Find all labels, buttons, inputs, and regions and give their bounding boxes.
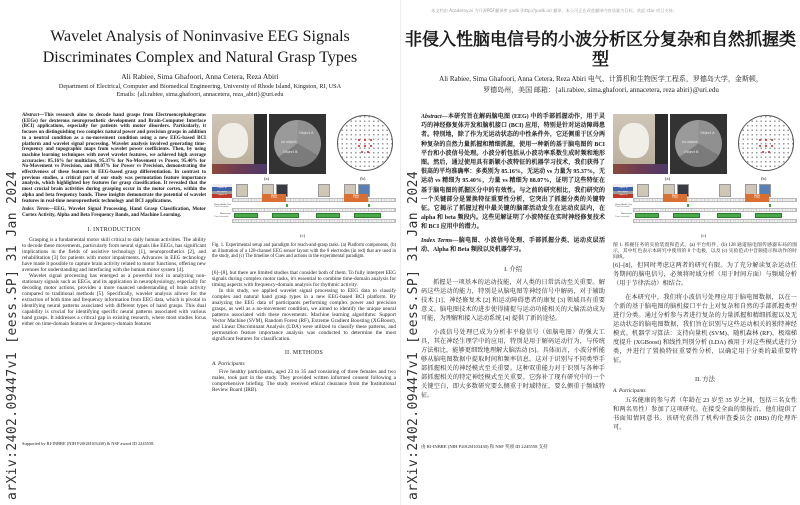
- platform-photo: [212, 114, 267, 174]
- row-label-no-object: No Object: [613, 191, 633, 194]
- turntable-disc: [675, 120, 722, 167]
- timeline-row-labels: [613, 184, 633, 202]
- electrode-red-dot: [771, 145, 773, 147]
- relax-segment: [663, 194, 687, 203]
- right-column: [212, 113, 396, 393]
- electrode-red-dot: [358, 145, 360, 147]
- head-circle: [738, 115, 794, 171]
- disc-label-no-object: no object: [682, 140, 698, 144]
- figure-1: [613, 114, 797, 240]
- col2-paragraph-2: 在本研究中，我们将小波信号处理应用于脑电图数据，以在一个新的基于脑电图的脑机接口平台上对复杂和自然的手部抓握类型进行分类。通过分析参与者进行复杂的力量抓握和精细抓握以及无运动状态的脑电图数据，我们旨在识别与这些运动相关的独特神经模式。机器学习算法：支持向量机 (SVM)、随机森林 (RF)、极端梯度提升 (XGBoost) 和线性判别分析 (LDA) 被用于对这些模式进行分类，并进行了置换特征重要性分析，以确定用于分类的最重要特征。: [613, 294, 797, 364]
- intro-paragraph-2: 小波信号处理已成为分析非平稳信号（如脑电图）的强大工具，其在神经生理学中的应用，特别是用于解码运动行为，与传统方法相比，能够更细致地理解大脑活动 [5]。具体而言，小波分析能够从脑电图数据中提取时间和频率信息。这对于识别与不同类型手部抓握相关的神经模式至关重要。这种双重能力对于识别与各种手部抓握相关的特定神经模式至关重要。它弥补了现有研究中的一个关键空白，即大多数研究要么侧重于时域特征，要么侧重于频域特征。: [421, 329, 605, 400]
- paradigm-timeline: [212, 184, 396, 224]
- subsection-participants: A. Participants: [212, 360, 245, 367]
- paper-title-zh: 非侵入性脑电信号的小波分析区分复杂和自然抓握类型: [405, 30, 796, 69]
- beep-row-label: [613, 204, 633, 212]
- time-axis-label: Time (seconds): [615, 197, 631, 200]
- time-axis-label: Time (seconds): [214, 215, 229, 218]
- electrode-red-dot: [367, 151, 369, 153]
- index-terms: [421, 237, 605, 255]
- section-heading-introduction: I. 介绍: [504, 266, 522, 274]
- disc-label-object-b: Object B: [684, 150, 699, 154]
- arxiv-stamp: arXiv:2402.09447v1 [eess.SP] 31 Jan 2024: [406, 170, 421, 500]
- head-circle: [337, 115, 393, 171]
- subfigure-label-a: (a): [264, 176, 270, 181]
- left-column: [421, 113, 605, 405]
- trial-row: [613, 184, 797, 202]
- eeg-layout-diagram: [737, 115, 795, 173]
- intro-paragraph-1: 抓握是一项基本的运动技能，对人类的日常活动至关重要。解码这些运动的能力，特别是从脑电图等神经信号中解码，对于辅助技术 [1]、神经修复术 [2] 和运动障碍患者的康复 [3] 领域具有重要意义。脑电图技术的进步使得捕捉与运动功能相关的大脑活动成为可能，为理解和接入运动系统 [4] 提供了新的途径。: [421, 279, 605, 323]
- movement-label: Movement: [219, 213, 231, 215]
- paradigm-timeline: [613, 184, 797, 224]
- abstract-text: This research aims to decode hand grasps from Electroencephalograms (EEGs) for dexterous neuroprosthetic development and Brain-Computer Interface (BCI) applications, especially for patients with motor disorders. Particularly, it focuses on distinguishing two complex natural power and precision grasps in addition to a neutral condition as a no-movement condition using a new EEG-based BCI platform and wavelet signal processing. Wavelet analysis involved generating time-frequency and topographic maps from wavelet power coefficients. Then, by using machine learning techniques with novel wavelet features, we achieved high average accuracies: 85.16% for multiclass, 95.37% for No-Movement vs Power, 95.40% for No-Movement vs Precision, and 88.07% for Power vs Precision, demonstrating the effectiveness of these features in EEG-based grasp differentiation. In contrast to previous studies, a critical part of our study was permutation feature importance analysis, which highlighted key features for grasp classification. It revealed that the most crucial brain activities during grasping occur in the motor cortex, within the alpha and beta frequency bands. These insights demonstrate the potential of wavelet features in real-time neuroprosthetic technology and BCI applications.: [22, 113, 206, 204]
- disc-label-object-a: Object A: [299, 131, 314, 135]
- photo-thumb: [719, 184, 731, 197]
- electrode-red-dot: [364, 139, 366, 141]
- beep-label: Beep Audio Cue: [615, 203, 632, 206]
- figure-1: [212, 114, 396, 240]
- paper-title-line2: Discriminates Complex and Natural Grasp Types: [42, 49, 358, 66]
- electrode-red-dot: [370, 145, 372, 147]
- subfigure-label-a: (a): [665, 176, 671, 181]
- col2-paragraph-1: [6]–[8], but there are limited studies that consider both of them. To fully interpret EEG signals during complex motor tasks, it's essential to combine time-domain analysis for timing aspects with frequency-domain analysis for rhythmic activity.: [212, 269, 396, 288]
- movement-strip: [633, 213, 797, 223]
- row-label-no-object: No Object: [212, 191, 232, 194]
- col2-paragraph-1: [6]–[8]，但同时考虑这两者的研究有限。为了充分解读复杂运动任务期间的脑电信号，必须将时域分析（用于时间方面）与频域分析（用于节律活动）相结合。: [613, 262, 797, 287]
- figure-caption: 图 1. 抓握任务的实验装置和范式。(a) 平台组件，(b) 128 通道脑电图传感器布局的图示，其中红色表示本研究中使用的 8 个电极，以及 (c) 实验范式中音频提示和动作的时间线。: [613, 243, 797, 260]
- intro-paragraph-1: Grasping is a fundamental motor skill critical to daily human activities. The ability to decode these movements, particularly from neural signals like EEGs, has significant implications in the fields of assistive technology [1], neuroprosthetics [2], and rehabilitation [3] for patients with motor impairments. Advances in EEG technology have made it possible to capture brain activity related to motor functions, offering new avenues for understanding and interfacing with the human motor system [4].: [22, 236, 207, 273]
- row-label-load: Load: [613, 184, 633, 187]
- subfigure-label-c: (c): [300, 233, 306, 238]
- beep-tick: [687, 204, 689, 208]
- armrest-shape: [619, 123, 649, 158]
- relax-segment: [344, 194, 368, 203]
- left-column: [22, 113, 206, 327]
- beep-row: [212, 204, 396, 212]
- subfigure-label-b: (b): [360, 176, 366, 181]
- time-axis: [633, 208, 797, 212]
- index-terms: [22, 207, 206, 218]
- beep-strip: [633, 204, 797, 212]
- movement-block: [717, 213, 741, 218]
- translation-watermark: 本文档由 Academy.ai 为开源PDF翻译库 yadk (http://yudk.io) 翻译，本公司正在改进翻译内容质量为目标，欢迎 star 项目支持。: [431, 8, 677, 13]
- trial-strip: [232, 184, 396, 202]
- time-axis: [232, 198, 396, 202]
- desk-strip: [613, 164, 668, 174]
- trial-row: [212, 184, 396, 202]
- setup-photos: [212, 114, 326, 174]
- time-axis: [633, 219, 797, 223]
- movement-block: [755, 213, 782, 218]
- abstract-label: Abstract—: [421, 114, 448, 120]
- movement-block: [234, 213, 258, 218]
- index-terms-text: 脑电图、小波信号处理、手部抓握分类、运动皮层活动、Alpha 和 Beta 频段以及机器学习。: [421, 237, 605, 253]
- electrode-red-dot: [759, 145, 761, 147]
- armrest-shape: [218, 123, 248, 158]
- time-axis-label: Time (seconds): [214, 206, 229, 208]
- movement-block: [354, 213, 381, 218]
- row-label-object-a: Object A: [212, 187, 232, 190]
- trial-strip: [633, 184, 797, 202]
- photo-thumb: [637, 184, 649, 197]
- support-footnote: Supported by RI-INBRE (NIH P20GM103430) & NSF award ID 2245558.: [22, 441, 155, 446]
- beep-tick: [286, 204, 288, 208]
- relax-label: Relax: [671, 193, 678, 197]
- emails-line: Emails: {ali.rabiee, sima.ghafoori, annacetera, reza_abiri}@uri.edu: [116, 91, 284, 98]
- desk-strip: [212, 164, 267, 174]
- photo-thumb: [236, 184, 248, 197]
- index-terms-text: EEG, Wavelet Signal Processing, Hand Grasp Classification, Motor Cortex Activity, Alpha and Beta Frequency Bands, and Machine Learning.: [22, 207, 206, 218]
- paper-title: [0, 26, 400, 68]
- authors-block-zh: Ali Rabiee, Sima Ghafoori, Anna Cetera, Reza Abiri 电气、计算机和生物医学工程系，罗德岛大学，金斯顿，罗德岛州，美国 邮箱：{ali.rabiee, sima.ghafoori, annacetera, reza abiri}@uri.edu: [439, 75, 763, 94]
- platform-photo: [613, 114, 668, 174]
- movement-row: [613, 213, 797, 223]
- photo-thumb: [318, 184, 330, 197]
- abstract-paragraph: [22, 113, 206, 204]
- disc-label-no-object: no object: [281, 140, 297, 144]
- beep-strip: [232, 204, 396, 212]
- relax-duration: 15(s): [672, 196, 678, 200]
- subsection-participants: A. Participants: [613, 388, 646, 394]
- movement-strip: [232, 213, 396, 223]
- movement-label: Movement: [620, 213, 632, 215]
- beep-row-label: [212, 204, 232, 212]
- row-label-object-b: Object B: [613, 194, 633, 197]
- relax-label: Relax: [753, 193, 760, 197]
- electrode-red-dot: [765, 145, 767, 147]
- support-footnote: 由 RI-INBRE (NIH P20GM103430) 和 NSF 奖项 ID 2245558 支持: [421, 444, 548, 449]
- disc-label-object-b: Object B: [283, 150, 298, 154]
- relax-duration: 15(s): [353, 196, 359, 200]
- turntable-photo: [269, 114, 326, 174]
- movement-row-label: [212, 213, 232, 223]
- abstract-paragraph: [421, 113, 605, 233]
- time-axis: [633, 198, 797, 202]
- abstract-text: 本研究旨在解码脑电图 (EEG) 中的手部抓握动作，用于灵巧的神经修复体开发和脑机接口 (BCI) 应用，特别是针对运动障碍患者。特别地，除了作为无运动状态的中性条件外，它还侧重于区分两种复杂的自然力量抓握和精细抓握，使用一种新的基于脑电图的 BCI 平台和小波信号处理。小波分析包括从小波功率系数生成时频和地形图。然后，通过使用具有新颖小波特征的机器学习技术，我们获得了很高的平均准确率：多类别为 85.16%，无运动 vs 力量为 95.37%，无运动 vs 精细为 95.40%，力量 vs 精细为 88.07%，证明了这些特征在基于脑电图的抓握区分中的有效性。与之前的研究相比，我们研究的一个关键部分是置换特征重要性分析，它突出了抓握分类的关键特征。它揭示了抓握过程中最关键的脑部活动发生在运动皮层内，在 alpha 和 beta 频段内。这些见解证明了小波特征在实时神经修复技术和 BCI 应用中的潜力。: [421, 114, 605, 231]
- movement-block: [316, 213, 340, 218]
- time-axis-label: Time (seconds): [615, 206, 630, 208]
- paper-title-line1: Wavelet Analysis of Noninvasive EEG Signals: [50, 28, 350, 45]
- electrode-red-dot: [768, 151, 770, 153]
- row-label-object-a: Object A: [613, 187, 633, 190]
- index-terms-label: Index Terms—: [421, 237, 459, 244]
- movement-block: [673, 213, 700, 218]
- authors-line: Ali Rabiee, Sima Ghafoori, Anna Cetera, Reza Abiri: [121, 72, 279, 81]
- right-column: [613, 113, 797, 437]
- electrode-red-dot: [759, 139, 761, 141]
- relax-label: Relax: [352, 193, 359, 197]
- col2-paragraph-2: In this study, we applied wavelet signal processing to EEG data to classify complex and natural hand grasp types in a new EEG-based BCI platform. By analyzing the EEG data of participants performing complex power and precision grasps, as well as a no-movement condition, we aimed to identify the unique neural patterns associated with these movements. Machine learning algorithms: Support Vector Machine (SVM), Random Forest (RF), Extreme Gradient Boosting (XGBoost), and Linear Discriminant Analysis (LDA) were utilized to classify these patterns, and permutation feature importance analysis was conducted to determine the most significant features for classification.: [212, 287, 396, 342]
- index-terms-label: Index Terms—: [22, 207, 54, 213]
- row-label-object-b: Object B: [212, 194, 232, 197]
- subfigure-label-b: (b): [761, 176, 767, 181]
- section-heading-methods: II. 方法: [695, 376, 715, 383]
- relax-segment: [262, 194, 286, 203]
- electrode-red-dot: [762, 151, 764, 153]
- electrode-red-dot: [765, 139, 767, 141]
- relax-duration: 15(s): [754, 196, 760, 200]
- beep-tick: [769, 204, 771, 208]
- movement-row: [212, 213, 396, 223]
- section-heading-methods: II. METHODS: [284, 349, 324, 356]
- time-axis-label: Time (seconds): [214, 197, 230, 200]
- beep-label: Beep Audio Cue: [214, 203, 231, 206]
- movement-block: [272, 213, 299, 218]
- subfigure-label-c: (c): [701, 233, 707, 238]
- time-axis: [232, 208, 396, 212]
- turntable-photo: [670, 114, 727, 174]
- eeg-layout-diagram: [336, 115, 394, 173]
- timeline-row-labels: [212, 184, 232, 202]
- abstract-label: Abstract—: [22, 113, 45, 118]
- electrode-red-dot: [364, 145, 366, 147]
- affiliation-line: Department of Electrical, Computer and Biomedical Engineering, University of Rhode Island, Kingston, RI, USA: [58, 83, 342, 90]
- beep-row: [613, 204, 797, 212]
- time-axis-label: Time (seconds): [615, 215, 630, 218]
- electrode-red-dot: [361, 151, 363, 153]
- turntable-disc: [274, 120, 321, 167]
- electrode-red-dot: [358, 139, 360, 141]
- relax-label: Relax: [270, 193, 277, 197]
- time-axis: [232, 219, 396, 223]
- figure-caption: Fig. 1. Experimental setup and paradigm for reach-and-grasp tasks. (a) Platform components, (b) an illustration of a 128-channel EEG sensor layout with the 8 electrodes (in red) that are used in the study, and (c) The timeline of Cues and actions in the experimental paradigm.: [212, 243, 396, 259]
- movement-block: [635, 213, 659, 218]
- section-heading-introduction: I. INTRODUCTION: [87, 226, 141, 233]
- arxiv-stamp: arXiv:2402.09447v1 [eess.SP] 31 Jan 2024: [5, 170, 20, 500]
- disc-label-object-a: Object A: [700, 131, 715, 135]
- participants-paragraph: 五名健康的参与者（年龄在 23 岁至 35 岁之间，包括三名女性和两名男性）参加了这项研究。在接受全面的简报后，他们提供了书面知情同意书。该研究获得了机构审查委员会 (IRB) 的伦理许可。: [613, 397, 797, 431]
- intro-paragraph-2: Wavelet signal processing has emerged as a powerful tool in analyzing non-stationary signals such as EEGs, and its application in neurophysiology, especially for decoding motor actions, provides a more nuanced understanding of brain activity compared to traditional methods [5]. Specifically, wavelet analysis allows for the extraction of both time and frequency information from EEG data, which is pivotal in identifying neural patterns associated with different types of hand grasps. This dual capability is crucial for identifying specific neural patterns associated with various hand grasps. It addresses a critical gap in existing research, where most studies focus either on time-domain features or frequency-domain features: [22, 272, 206, 327]
- relax-duration: 15(s): [271, 196, 277, 200]
- participants-paragraph: Five healthy participants, aged 23 to 35 and consisting of three females and two males, took part in the study. They provided written informed consent following a comprehensive briefing. The study received ethical clearance from the Institutional Review Board (IRB).: [212, 368, 396, 393]
- setup-photos: [613, 114, 727, 174]
- chinese-paper-page: [400, 0, 800, 505]
- relax-segment: [745, 194, 769, 203]
- row-label-load: Load: [212, 184, 232, 187]
- electrode-red-dot: [370, 139, 372, 141]
- movement-row-label: [613, 213, 633, 223]
- electrode-red-dot: [771, 139, 773, 141]
- beep-tick: [368, 204, 370, 208]
